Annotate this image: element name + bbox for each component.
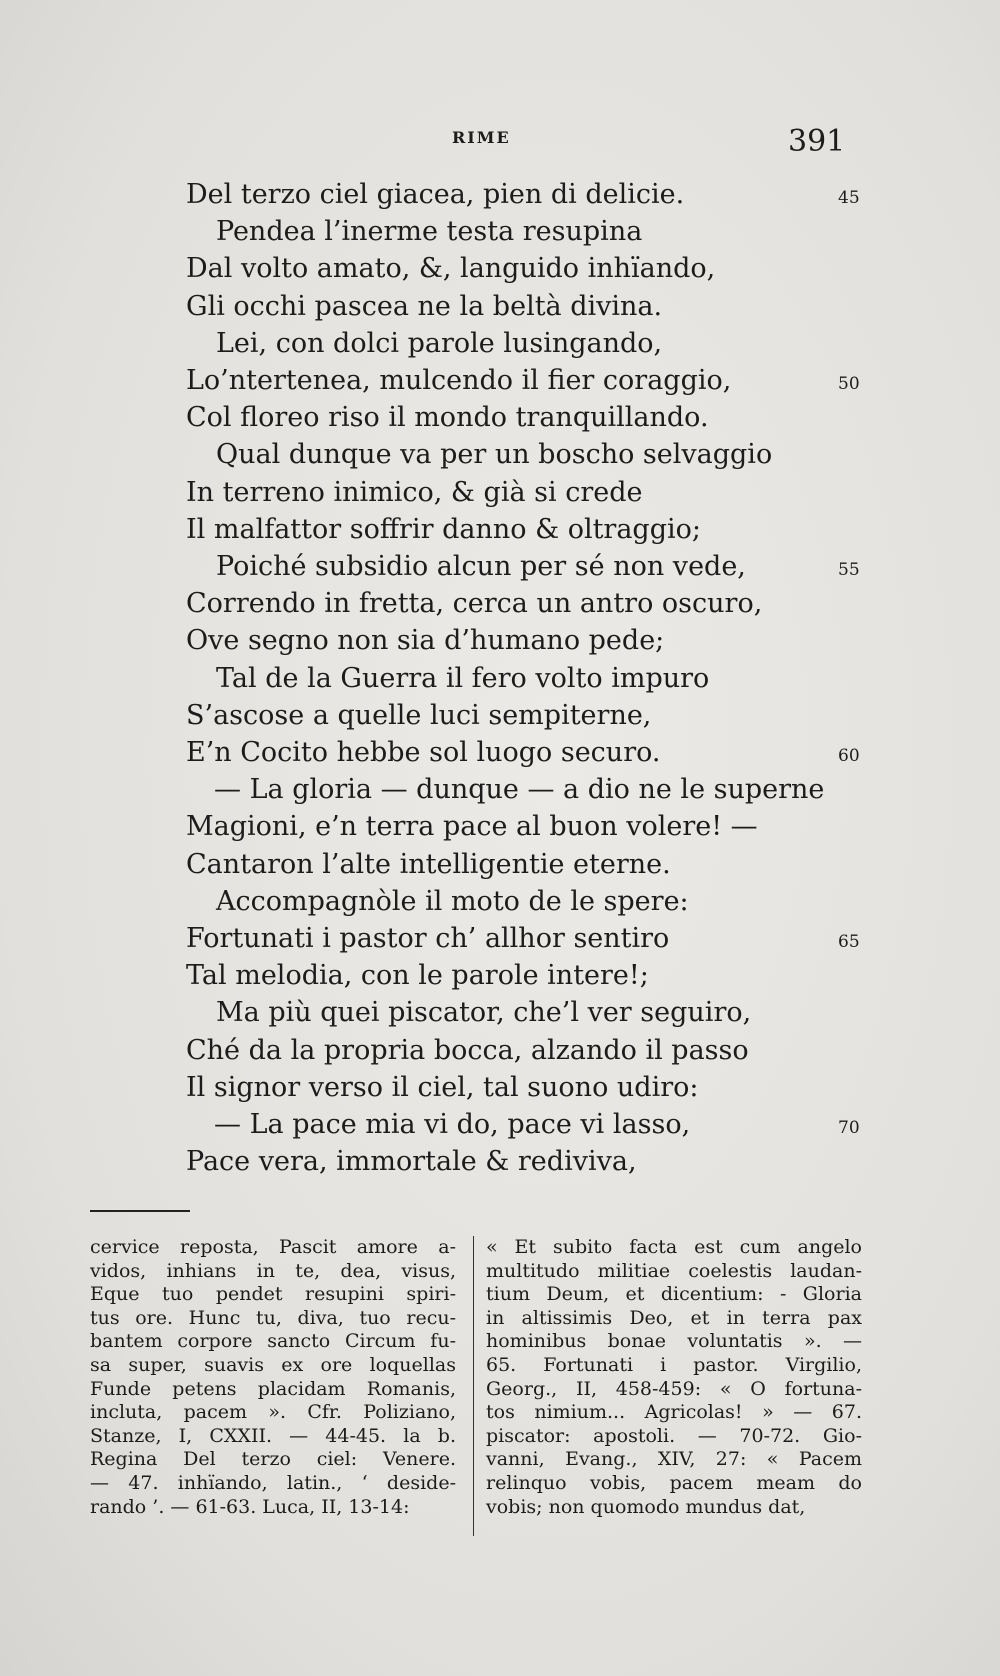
footnote-line: in altissimis Deo, et in terra pax [486, 1306, 862, 1329]
poem-line: Ché da la propria bocca, alzando il passo [186, 1034, 749, 1066]
poem-line: Ove segno non sia d’humano pede; [186, 625, 665, 657]
footnote-line: hominibus bonae voluntatis ». — [486, 1330, 862, 1353]
footnote-line: sa super, suavis ex ore loquellas [90, 1353, 456, 1376]
poem-line: Fortunati i pastor ch’ allhor sentiro [186, 923, 670, 954]
poem-line: Dal volto amato, &, languido inhïando, [186, 253, 716, 285]
poem-line: Qual dunque va per un boscho selvaggio [216, 439, 773, 471]
line-number: 65 [838, 932, 860, 952]
footnote-line: piscator: apostoli. — 70-72. Gio- [486, 1424, 862, 1447]
footnote-line: rando ’. — 61-63. Luca, II, 13-14: [90, 1495, 410, 1518]
footnote-line: « Et subito facta est cum angelo [486, 1236, 862, 1258]
poem-line: Tal de la Guerra il fero volto impuro [216, 662, 710, 694]
poem-line: E’n Cocito hebbe sol luogo securo. [186, 737, 661, 768]
poem-line: Col floreo riso il mondo tranquillando. [186, 402, 709, 434]
footnote-line: Stanze, I, CXXII. — 44-45. la b. [90, 1424, 456, 1447]
poem-line: Lo’ntertenea, mulcendo il fier coraggio, [186, 365, 732, 396]
footnote-line: Eque tuo pendet resupini spiri- [90, 1283, 456, 1306]
footnote-line: relinquo vobis, pacem meam do [486, 1471, 862, 1494]
poem-line: S’ascose a quelle luci sempiterne, [186, 699, 652, 731]
poem-line: Il signor verso il ciel, tal suono udiro: [186, 1071, 699, 1103]
footnote-line: multitudo militiae coelestis laudan- [486, 1259, 862, 1282]
line-number: 45 [838, 188, 860, 208]
column-divider [473, 1236, 474, 1536]
footnote-line: 65. Fortunati i pastor. Virgilio, [486, 1353, 862, 1376]
running-header: RIME [452, 128, 511, 147]
poem-line: Accompagnòle il moto de le spere: [216, 885, 689, 917]
poem-line: Pendea l’inerme testa resupina [216, 216, 643, 248]
footnote-line: bantem corpore sancto Circum fu- [90, 1330, 456, 1353]
line-number: 50 [838, 374, 860, 394]
footnote-line: tus ore. Hunc tu, diva, tuo recu- [90, 1306, 456, 1329]
footnote-line: vidos, inhians in te, dea, visus, [90, 1259, 456, 1282]
footnote-line: — 47. inhïando, latin., ‘ deside- [90, 1471, 456, 1494]
notes-right-column [486, 1236, 862, 1519]
line-number: 55 [838, 560, 860, 580]
footnote-rule [90, 1210, 190, 1212]
poem-line: Pace vera, immortale & rediviva, [186, 1146, 637, 1178]
footnote-line: Regina Del terzo ciel: Venere. [90, 1448, 456, 1471]
poem-line: Correndo in fretta, cerca un antro oscuro, [186, 588, 763, 620]
poem-line: Ma più quei piscator, che’l ver seguiro, [216, 997, 752, 1029]
line-number: 60 [838, 746, 860, 766]
poem-line: — La pace mia vi do, pace vi lasso, [214, 1109, 691, 1140]
poem-line: Cantaron l’alte intelligentie eterne. [186, 848, 671, 880]
line-number: 70 [838, 1118, 860, 1138]
footnote-line: tium Deum, et dicentium: - Gloria [486, 1283, 862, 1306]
poem-line: Del terzo ciel giacea, pien di delicie. [186, 179, 685, 210]
footnote-line: tos nimium... Agricolas! » — 67. [486, 1401, 862, 1424]
poem-line: Tal melodia, con le parole intere!; [186, 960, 649, 992]
footnote-line: Funde petens placidam Romanis, [90, 1377, 456, 1400]
footnote-line: vanni, Evang., XIV, 27: « Pacem [486, 1448, 862, 1471]
poem-line: Poiché subsidio alcun per sé non vede, [216, 551, 746, 582]
poem-line: Il malfattor soffrir danno & oltraggio; [186, 513, 701, 545]
footnote-line: vobis; non quomodo mundus dat, [486, 1495, 806, 1518]
footnote-line: cervice reposta, Pascit amore a- [90, 1236, 456, 1258]
poem-line: Magioni, e’n terra pace al buon volere! — [186, 811, 758, 843]
page-number: 391 [788, 124, 846, 159]
poem-line: — La gloria — dunque — a dio ne le superne [214, 774, 825, 806]
footnote-line: incluta, pacem ». Cfr. Poliziano, [90, 1401, 456, 1424]
poem-line: Gli occhi pascea ne la beltà divina. [186, 290, 663, 322]
notes-left-column [90, 1236, 456, 1519]
poem-line: In terreno inimico, & già si crede [186, 476, 643, 508]
poem-line: Lei, con dolci parole lusingando, [216, 327, 663, 359]
footnote-line: Georg., II, 458-459: « O fortuna- [486, 1377, 862, 1400]
